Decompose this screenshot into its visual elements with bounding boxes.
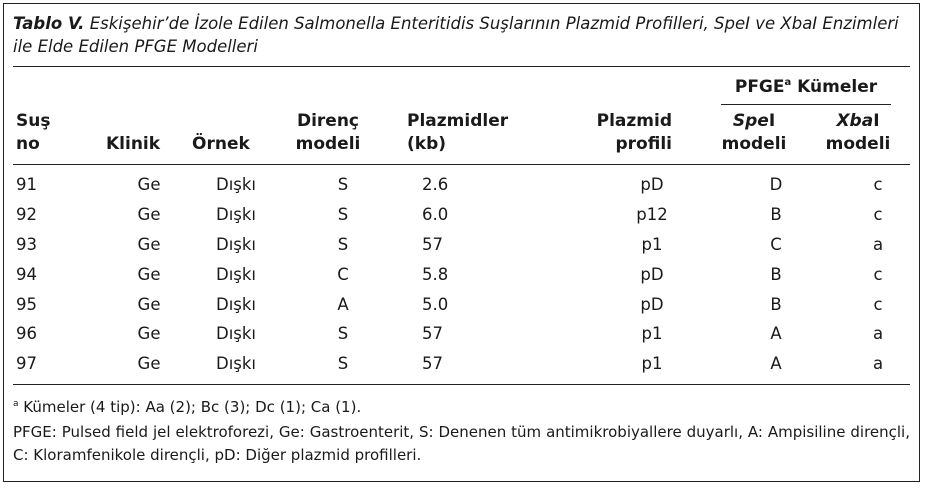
pfge-group-header: PFGE$^a$ Kümeler [734,77,878,97]
cell-resistance-model: S [337,175,349,195]
footnote: $^a$ Kümeler (4 tip): Aa (2); Bc (3); Dc (1); Ca (1). [13,398,362,416]
cell-spei-model: B [770,205,782,225]
group-superscript: a [784,77,792,88]
cell-plasmids-kb: 57 [422,234,443,254]
pfge-group-rule [721,104,891,105]
cell-clinical: Ge [137,324,161,344]
col-header-clinical: Klinik [106,134,161,154]
cell-strain-no: 95 [16,294,37,314]
cell-spei-model: A [770,324,782,344]
cell-plasmid-profile: p12 [636,205,668,225]
cell-resistance-model: A [337,294,349,314]
cell-strain-no: 96 [16,324,37,344]
cell-plasmids-kb: 5.0 [422,294,449,314]
table-row [13,289,926,319]
table-row [13,319,926,349]
cell-clinical: Ge [137,205,161,225]
table-caption [13,12,913,58]
cell-strain-no: 94 [16,264,37,284]
cell-xbai-model: c [873,294,883,314]
cell-plasmid-profile: p1 [641,354,663,374]
col-header-xbai-model: XbaI modeli [825,111,891,154]
cell-sample: Dışkı [215,264,257,284]
cell-xbai-model: a [872,324,884,344]
cell-plasmids-kb: 6.0 [422,205,449,225]
col-header-plasmids: Plazmidler (kb) [407,111,509,154]
cell-plasmid-profile: pD [640,175,664,195]
cell-resistance-model: S [337,324,349,344]
cell-clinical: Ge [137,354,161,374]
cell-spei-model: B [770,264,782,284]
cell-clinical: Ge [137,294,161,314]
col-header-spei-model: SpeI modeli [721,111,787,154]
cell-plasmid-profile: p1 [641,324,663,344]
cell-spei-model: C [770,234,782,254]
table-notes [13,396,910,469]
cell-xbai-model: c [873,175,883,195]
cell-resistance-model: S [337,234,349,254]
cell-resistance-model: S [337,205,349,225]
table-row [13,230,926,260]
cell-resistance-model: S [337,354,349,374]
cell-sample: Dışkı [215,175,257,195]
cell-plasmid-profile: pD [640,264,664,284]
cell-clinical: Ge [137,264,161,284]
cell-spei-model: B [770,294,782,314]
table-row [13,170,926,200]
cell-strain-no: 92 [16,205,37,225]
table-bottom-rule [13,384,910,385]
cell-spei-model: A [770,354,782,374]
cell-xbai-model: c [873,264,883,284]
table-row [13,259,926,289]
cell-plasmids-kb: 5.8 [422,264,449,284]
cell-plasmids-kb: 57 [422,324,443,344]
table-row [13,200,926,230]
cell-resistance-model: C [337,264,349,284]
cell-sample: Dışkı [215,234,257,254]
table-row [13,349,926,379]
abbreviations-note: PFGE: Pulsed field jel elektroforezi, Ge: Gastroenterit, S: Denenen tüm antimikrobiyallere duyarlı, A: Ampisiline dirençli, C: Kloramfenikole dirençli, pD: Diğer plazmid profilleri. [13,423,910,464]
cell-xbai-model: a [872,354,884,374]
col-header-sample: Örnek [192,134,250,154]
cell-sample: Dışkı [215,294,257,314]
cell-xbai-model: c [873,205,883,225]
data-table [13,170,926,379]
cell-sample: Dışkı [215,354,257,374]
cell-strain-no: 97 [16,354,37,374]
header-bottom-rule [13,164,910,165]
col-header-strain-no: Suş no [16,111,51,154]
cell-spei-model: D [769,175,783,195]
cell-clinical: Ge [137,234,161,254]
caption-label: Tablo V. [13,14,85,33]
cell-plasmid-profile: pD [640,294,664,314]
caption-text: Eskişehir’de İzole Edilen Salmonella Enteritidis Suşlarının Plazmid Profilleri, SpeI ve XbaI Enzimleri ile Elde Edilen PFGE Modelleri [13,14,899,56]
col-header-plasmid-profile: Plazmid profili [596,111,672,154]
cell-xbai-model: a [872,234,884,254]
cell-strain-no: 93 [16,234,37,254]
cell-strain-no: 91 [16,175,37,195]
cell-plasmids-kb: 2.6 [422,175,449,195]
cell-plasmids-kb: 57 [422,354,443,374]
cell-sample: Dışkı [215,324,257,344]
cell-plasmid-profile: p1 [641,234,663,254]
cell-clinical: Ge [137,175,161,195]
cell-sample: Dışkı [215,205,257,225]
header-top-rule [13,66,910,67]
col-header-resistance: Direnç modeli [295,111,361,154]
